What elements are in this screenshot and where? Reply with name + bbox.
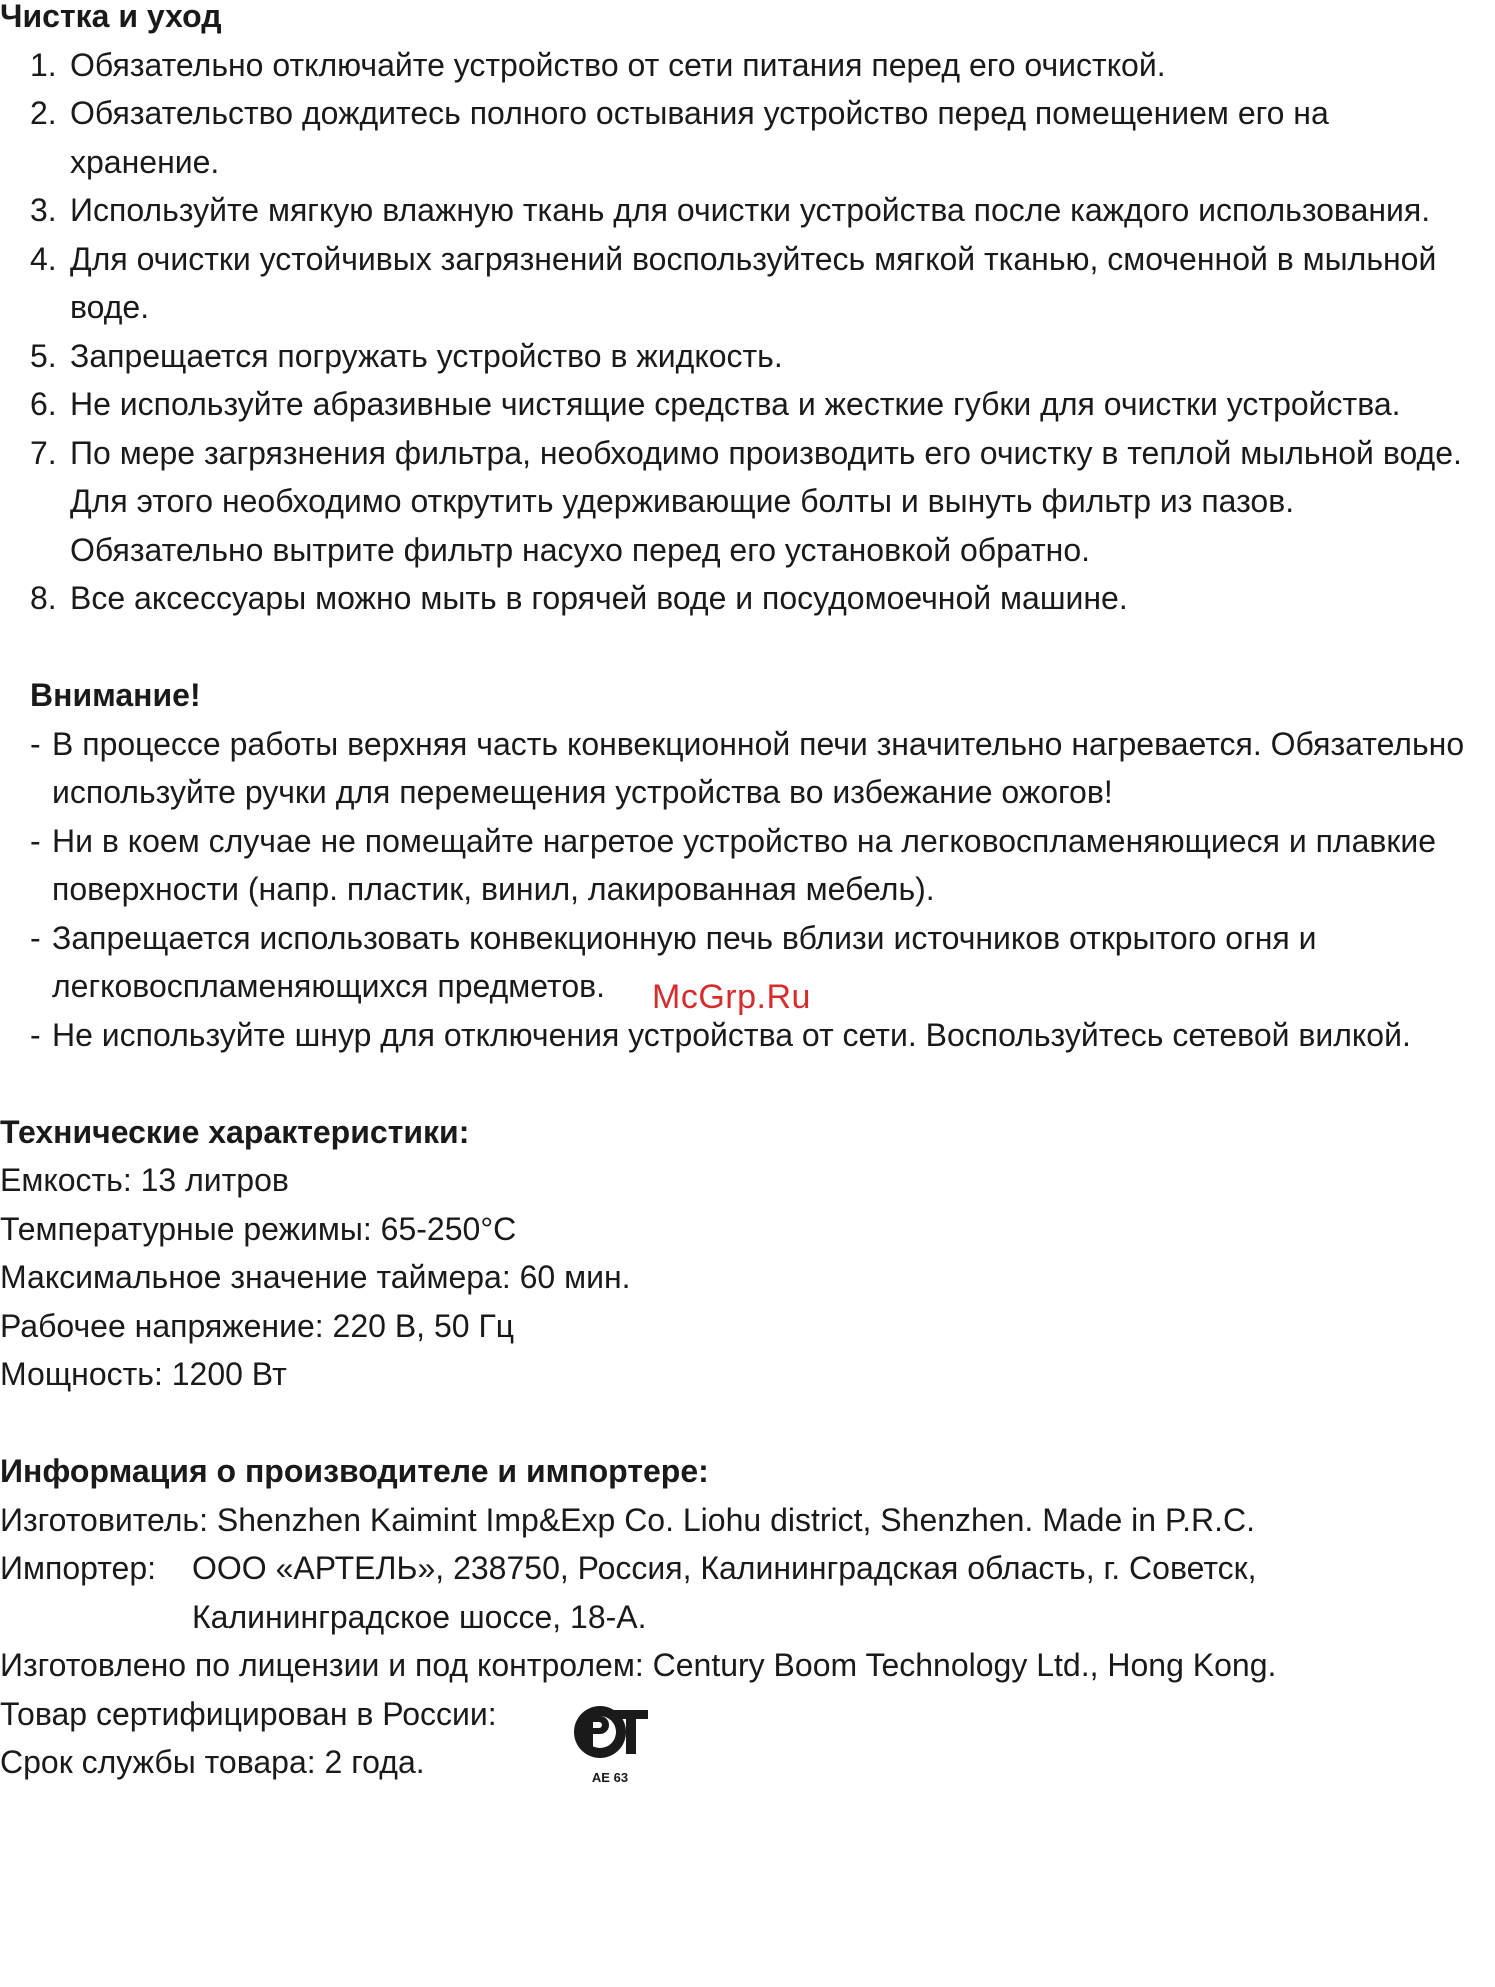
care-item-number: 1. — [30, 46, 57, 83]
warning-dash: - — [30, 725, 41, 762]
care-item-text: Используйте мягкую влажную ткань для очистки устройства после каждого использования. — [70, 192, 1431, 228]
care-item-number: 6. — [30, 386, 57, 422]
warning-dash: - — [30, 1016, 41, 1053]
warning-item-text: Ни в коем случае не помещайте нагретое устройство на легковоспламеняющиеся и плавкие поверхности (напр. пластик, винил, лакированная мебель). — [52, 822, 1437, 907]
care-item-7 — [0, 429, 1490, 575]
care-item-3 — [0, 186, 1490, 235]
warning-item-1 — [0, 720, 1472, 817]
license-line: Изготовлено по лицензии и под контролем: Century Boom Technology Ltd., Hong Kong. — [0, 1647, 1277, 1683]
info-heading: Информация о производителе и импортере: — [0, 1453, 709, 1489]
spacer — [0, 623, 1495, 672]
watermark: McGrp.Ru — [652, 978, 811, 1016]
care-item-number: 7. — [30, 434, 57, 471]
care-item-text: Запрещается погружать устройство в жидкость. — [70, 337, 783, 374]
importer-label: Импортер: — [0, 1550, 156, 1586]
spec-temperature: Температурные режимы: 65-250°С — [0, 1210, 517, 1247]
care-item-5 — [0, 332, 1490, 381]
spacer — [0, 1399, 1495, 1448]
rst-certification-mark-icon — [570, 1698, 654, 1790]
warning-dash: - — [30, 919, 41, 956]
manufacturer-line: Изготовитель: Shenzhen Kaimint Imp&Exp Co. Liohu district, Shenzhen. Made in P.R.C. — [0, 1501, 1256, 1538]
warning-dash: - — [30, 822, 41, 859]
care-item-number: 2. — [30, 95, 57, 131]
care-item-number: 4. — [30, 240, 57, 277]
care-item-text: Для очистки устойчивых загрязнений воспользуйтесь мягкой тканью, смоченной в мыльной воде. — [70, 240, 1437, 325]
spec-timer: Максимальное значение таймера: 60 мин. — [0, 1259, 631, 1295]
service-life-line: Срок службы товара: 2 года. — [0, 1744, 425, 1780]
importer-text: ООО «АРТЕЛЬ», 238750, Россия, Калининградская область, г. Советск, Калининградское шоссе, 18-А. — [192, 1550, 1257, 1635]
care-item-number: 3. — [30, 192, 57, 228]
warning-heading: Внимание! — [30, 677, 201, 713]
warning-item-text: Запрещается использовать конвекционную печь вблизи источников открытого огня и легковоспламеняющихся предметов. — [52, 919, 1317, 1004]
care-item-text: Обязательно отключайте устройство от сети питания перед его очисткой. — [70, 46, 1166, 83]
spec-power: Мощность: 1200 Вт — [0, 1356, 287, 1392]
spec-voltage: Рабочее напряжение: 220 В, 50 Гц — [0, 1307, 515, 1344]
certified-text: Товар сертифицирован в России: — [0, 1695, 497, 1732]
warning-item-2 — [0, 817, 1442, 914]
care-item-6 — [0, 380, 1490, 429]
spec-capacity: Емкость: 13 литров — [0, 1162, 289, 1198]
care-item-number: 8. — [30, 580, 57, 616]
care-item-4 — [0, 235, 1490, 332]
care-item-1 — [0, 41, 1350, 90]
care-item-2 — [0, 89, 1470, 186]
care-item-number: 5. — [30, 337, 57, 374]
cert-mark-code: AE 63 — [591, 1769, 629, 1785]
specs-heading: Технические характеристики: — [0, 1113, 470, 1150]
spacer — [0, 1059, 1495, 1108]
care-list — [0, 41, 1495, 623]
warning-item-text: В процессе работы верхняя часть конвекционной печи значительно нагревается. Обязательно используйте ручки для перемещения устройства во избежание ожогов! — [52, 725, 1465, 810]
care-item-text: Все аксессуары можно мыть в горячей воде и посудомоечной машине. — [70, 580, 1128, 616]
care-item-text: Не используйте абразивные чистящие средства и жесткие губки для очистки устройства. — [70, 386, 1401, 422]
care-item-text: Обязательство дождитесь полного остывания устройство перед помещением его на хранение. — [70, 95, 1329, 180]
care-item-text: По мере загрязнения фильтра, необходимо производить его очистку в теплой мыльной воде. Для этого необходимо открутить удерживающие болты и вынуть фильтр из пазов. Обязательно вытрите фильтр насухо перед его установкой обратно. — [70, 434, 1462, 568]
importer-block — [0, 1544, 1472, 1641]
warning-item-text: Не используйте шнур для отключения устройства от сети. Воспользуйтесь сетевой вилкой. — [52, 1016, 1411, 1053]
care-heading: Чистка и уход — [0, 0, 222, 34]
care-item-8 — [0, 574, 1490, 623]
